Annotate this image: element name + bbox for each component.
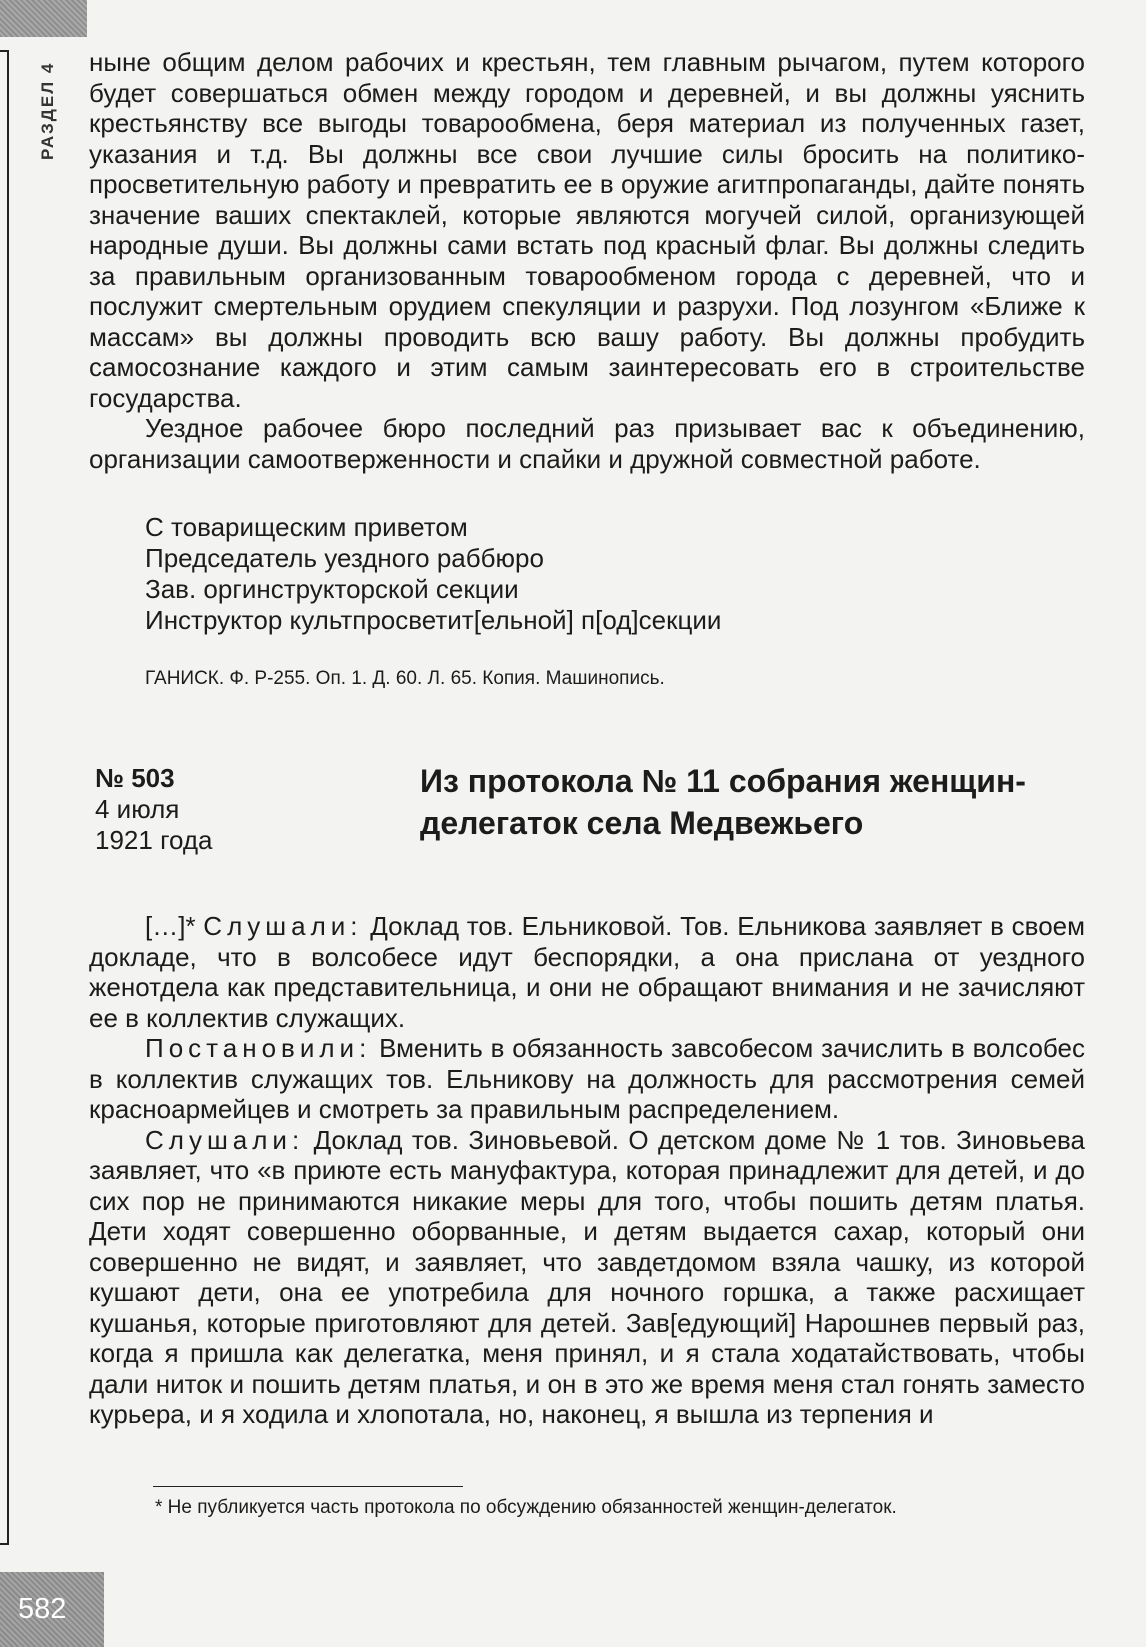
letter-appeal: Уездное рабочее бюро последний раз призывает вас к объединению, организации самоотверженности и спайки и дружной совместной работе. bbox=[89, 413, 1085, 474]
top-corner-tab bbox=[0, 0, 87, 37]
signature-line: Председатель уездного раббюро bbox=[145, 543, 544, 573]
page-number: 582 bbox=[18, 1593, 67, 1625]
document-date-day: 4 июля bbox=[95, 794, 180, 824]
footnote-rule bbox=[153, 1486, 463, 1487]
signature-line: Зав. оргинструкторской секции bbox=[145, 574, 519, 604]
signature-block bbox=[145, 512, 721, 636]
protocol-keyword: Слушали: bbox=[203, 911, 363, 941]
protocol-prefix: […]* bbox=[145, 911, 204, 941]
page-number-tab bbox=[0, 1572, 104, 1647]
protocol-keyword: Слушали: bbox=[145, 1124, 305, 1155]
protocol-paragraph bbox=[89, 911, 1085, 1033]
left-frame-line bbox=[0, 50, 9, 1545]
protocol-keyword: Постановили: bbox=[145, 1033, 372, 1063]
document-number: № 503 bbox=[95, 763, 175, 793]
archive-source-note: ГАНИСК. Ф. Р-255. Оп. 1. Д. 60. Л. 65. Копия. Машинопись. bbox=[145, 668, 665, 689]
document-date-year: 1921 года bbox=[95, 825, 213, 855]
document-title: Из протокола № 11 собрания женщин-делегаток села Медвежьего bbox=[420, 763, 1026, 841]
signature-line: С товарищеским приветом bbox=[145, 512, 468, 542]
signature-line: Инструктор культпросветит[ельной] п[од]секции bbox=[145, 605, 722, 635]
protocol-text-body: Вменить в обязанность завсобесом зачислить в волсобес в коллектив служащих тов. Ельникову на должность для рассмотрения семей красноармейцев и смотреть за правильным распределением. bbox=[89, 1033, 1085, 1124]
letter-body: ныне общим делом рабочих и крестьян, тем главным рычагом, путем которого будет совершаться обмен между городом и деревней, и вы должны уяснить крестьянству все выгоды товарообмена, беря материал из полученных газет, указания и т.д. Вы должны все свои лучшие силы бросить на политико-просветительную работу и превратить ее в оружие агитпропаганды, дайте понять значение ваших спектаклей, которые являются могучей силой, организующей народные души. Вы должны сами встать под красный флаг. Вы должны следить за правильным организованным товарообменом города с деревней, что и послужит смертельным орудием спекуляции и разрухи. Под лозунгом «Ближе к массам» вы должны проводить всю вашу работу. Вы должны пробудить самосознание каждого и этим самым заинтересовать его в строительстве государства. bbox=[89, 47, 1085, 413]
section-label: РАЗДЕЛ 4 bbox=[38, 61, 57, 160]
protocol-paragraph bbox=[89, 1125, 1085, 1430]
protocol-paragraph bbox=[89, 1033, 1085, 1125]
footnote: * Не публикуется часть протокола по обсуждению обязанностей женщин-делегаток. bbox=[155, 1497, 897, 1518]
protocol-text bbox=[89, 911, 1085, 1430]
protocol-text-body: Доклад тов. Зиновьевой. О детском доме № 1 тов. Зиновьева заявляет, что «в приюте есть мануфактура, которая принадлежит для детей, и до сих пор не принимаются никакие меры для того, чтобы пошить детям платья. Дети ходят совершенно оборванные, и детям выдается сахар, который они совершенно не видят, и заявляет, что завдетдомом взяла чашку, из которой кушают дети, она ее употребила для ночного горшка, а также расхищает кушанья, которые приготовляют для детей. Зав[едующий] Нарошнев первый раз, когда я пришла как делегатка, меня принял, и я стала ходатайствовать, чтобы дали ниток и пошить детям платья, и он в это же время меня стал гонять заместо курьера, и я ходила и хлопотала, но, наконец, я вышла из терпения и bbox=[89, 1124, 1085, 1429]
protocol-text-body: Доклад тов. Ельниковой. Тов. Ельникова заявляет в своем докладе, что в волсобесе идут беспорядки, а она прислана от уездного женотдела как представительница, и они не обращают внимания и не зачисляют ее в коллектив служащих. bbox=[89, 911, 1085, 1033]
document-number-block bbox=[95, 763, 213, 856]
letter-text bbox=[89, 47, 1085, 474]
